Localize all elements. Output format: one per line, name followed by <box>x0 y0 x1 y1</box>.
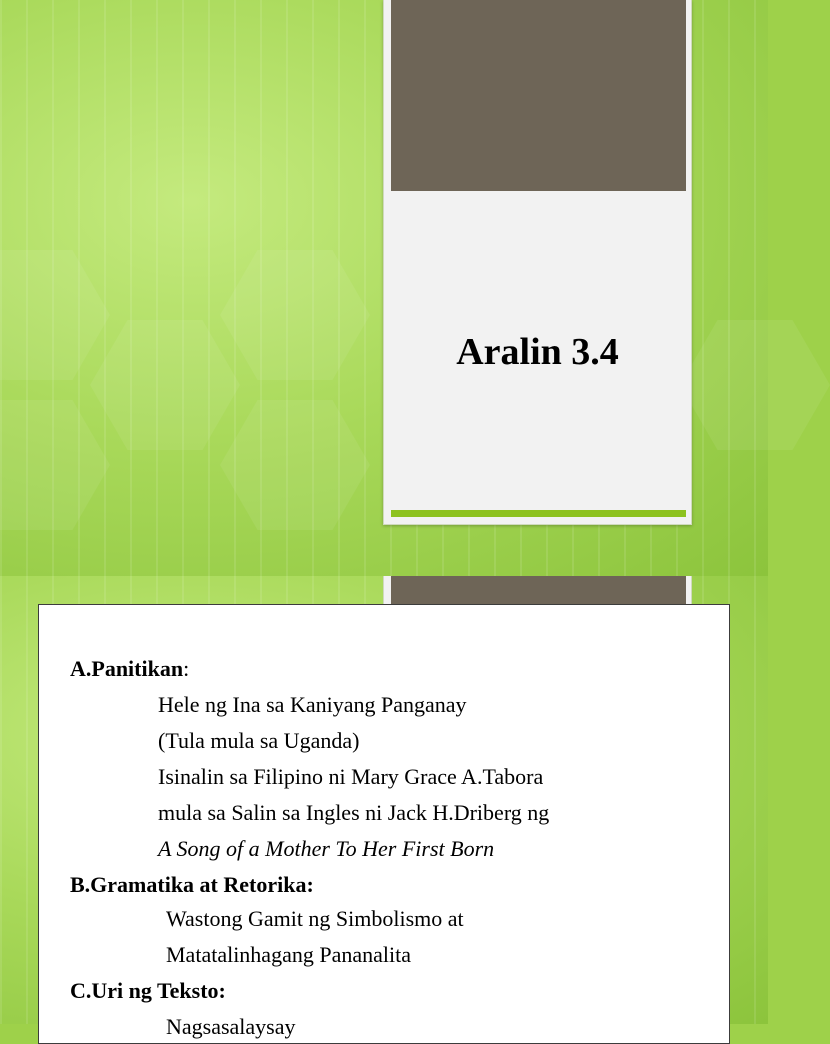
section-c-heading: C.Uri ng Teksto: <box>70 978 226 1003</box>
slide-title-text: Aralin 3.4 <box>456 331 619 373</box>
section-a-italic-title: A Song of a Mother To Her First Born <box>158 836 495 861</box>
section-a-line-2: (Tula mula sa Uganda) <box>158 728 360 753</box>
title-accent-bar <box>391 510 686 517</box>
hexagon-decoration <box>220 400 370 530</box>
title-card <box>383 0 692 525</box>
hexagon-decoration <box>0 400 110 530</box>
section-a-line-1: Hele ng Ina sa Kaniyang Panganay <box>158 692 467 717</box>
hexagon-decoration <box>0 250 110 380</box>
section-b-line-1: Wastong Gamit ng Simbolismo at <box>166 906 464 931</box>
section-a-colon: : <box>183 656 190 681</box>
section-a-heading: A.Panitikan <box>70 656 184 681</box>
hexagon-decoration <box>90 320 240 450</box>
section-c-line-1: Nagsasalaysay <box>166 1014 296 1039</box>
hexagon-decoration <box>220 250 370 380</box>
section-a-line-4: mula sa Salin sa Ingles ni Jack H.Driberg ng <box>158 800 550 825</box>
section-b-heading: B.Gramatika at Retorika: <box>70 872 314 897</box>
slide-content <box>0 576 768 1039</box>
hexagon-decoration <box>680 320 830 450</box>
title-card-header-block <box>391 0 686 191</box>
content-text-box <box>38 604 730 1044</box>
section-b-line-2: Matatalinhagang Pananalita <box>166 942 411 967</box>
section-a-heading-line <box>70 656 189 682</box>
section-a-line-3: Isinalin sa Filipino ni Mary Grace A.Tabora <box>158 764 544 789</box>
